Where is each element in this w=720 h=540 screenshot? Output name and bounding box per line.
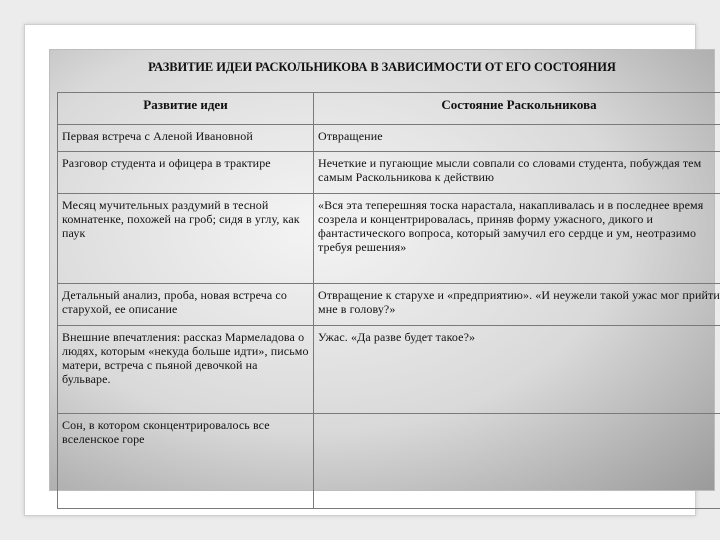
table-row <box>58 152 720 194</box>
table-cell-state <box>314 414 720 509</box>
table-cell-idea: Первая встреча с Аленой Ивановной <box>58 125 314 152</box>
table-row <box>58 284 720 326</box>
table-cell-idea: Месяц мучительных раздумий в тесной комнатенке, похожей на гроб; сидя в углу, как паук <box>58 194 314 284</box>
table-row <box>58 326 720 414</box>
header-raskolnikov-state: Состояние Раскольникова <box>314 93 720 125</box>
table-header-row <box>58 93 720 125</box>
table-cell-idea: Внешние впечатления: рассказ Мармеладова о людях, которым «некуда больше идти», письмо матери, встреча с пьяной девочкой на бульваре. <box>58 326 314 414</box>
table-cell-idea: Разговор студента и офицера в трактире <box>58 152 314 194</box>
slide-body <box>49 49 720 491</box>
table-row <box>58 125 720 152</box>
table-cell-idea: Сон, в котором сконцентрировалось все вселенское горе <box>58 414 314 509</box>
table-cell-idea: Детальный анализ, проба, новая встреча со старухой, ее описание <box>58 284 314 326</box>
table-cell-state: Отвращение <box>314 125 720 152</box>
table-row <box>58 414 720 509</box>
header-idea-development: Развитие идеи <box>58 93 314 125</box>
table-cell-state: «Вся эта теперешняя тоска нарастала, накапливалась и в последнее время созрела и концентрировалась, приняв форму ужасного, дикого и фантастического вопроса, который замучил его сердце и ум, неотразимо требуя решения» <box>314 194 720 284</box>
slide-frame <box>24 24 720 516</box>
table-cell-state: Ужас. «Да разве будет такое?» <box>314 326 720 414</box>
slide-title: РАЗВИТИЕ ИДЕИ РАСКОЛЬНИКОВА В ЗАВИСИМОСТИ ОТ ЕГО СОСТОЯНИЯ <box>148 60 616 74</box>
table-row <box>58 194 720 284</box>
table-cell-state: Нечеткие и пугающие мысли совпали со словами студента, побуждая тем самым Раскольникова к действию <box>314 152 720 194</box>
table-cell-state: Отвращение к старухе и «предприятию». «И неужели такой ужас мог прийти мне в голову?» <box>314 284 720 326</box>
comparison-table <box>57 92 720 509</box>
